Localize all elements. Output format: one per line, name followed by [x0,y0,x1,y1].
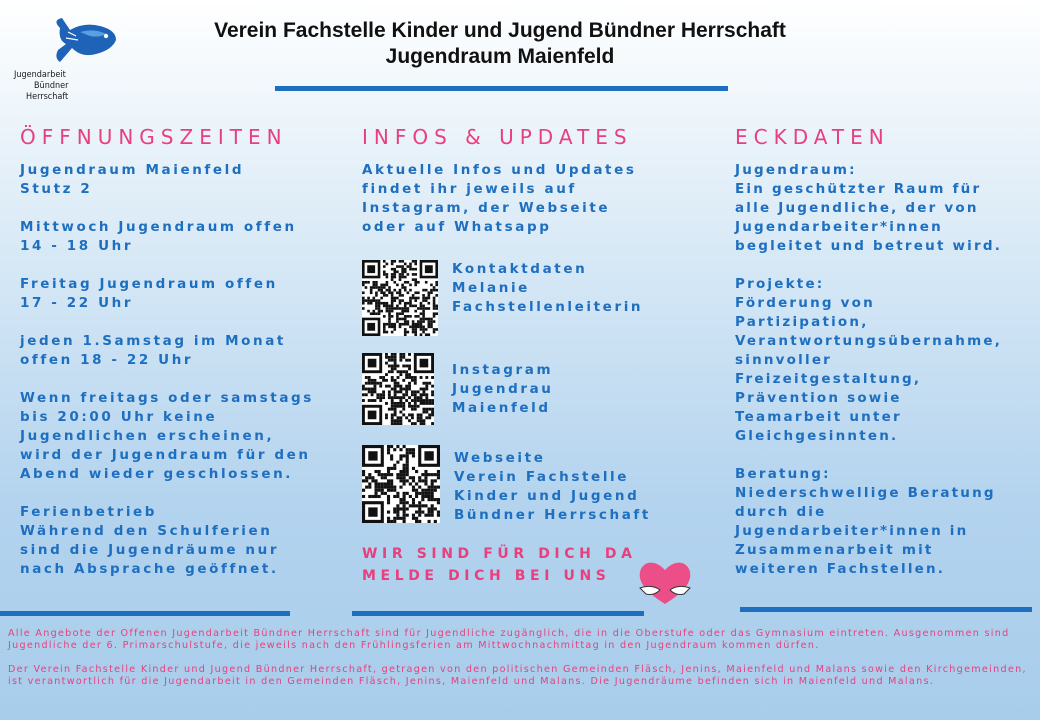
qr-contact-label: Kontaktdaten Melanie Fachstellenleiterin [452,261,644,315]
infos-intro: Aktuelle Infos und Updates findet ihr jeweils auf Instagram, der Webseite oder auf Whatsapp [362,162,637,235]
logo-text-line2: Bündner [34,81,69,91]
opening-hours-heading: ÖFFNUNGSZEITEN [20,125,288,149]
logo [10,18,120,108]
title-line2: Jugendraum Maienfeld [385,45,615,68]
key-facts-block: Beratung: Niederschwellige Beratung durch die Jugendarbeiter*innen in Zusammenarbeit mit weiteren Fachstellen. [735,466,996,577]
opening-hours-block: Ferienbetrieb Während den Schulferien sind die Jugendräume nur nach Absprache geöffnet. [20,504,280,577]
opening-hours-block: Mittwoch Jugendraum offen 14 - 18 Uhr [20,219,297,254]
footer-paragraph: Alle Angebote der Offenen Jugendarbeit Bündner Herrschaft sind für Jugendliche zugänglich, die in die Oberstufe oder das Gymnasium eintreten. Ausgenommen sind Jugendliche der 6. Primarschulstufe, die jeweils nach den Frühlingsferien am Mittwochnachmittag in den Jugendraum kommen dürfen. [8,628,1010,651]
qr-code-icon[interactable] [362,260,438,336]
qr-website-label: Webseite Verein Fachstelle Kinder und Jugend Bündner Herrschaft [454,450,651,523]
divider-bar [0,611,290,616]
divider-bar [740,607,1032,612]
opening-hours-column [20,125,350,579]
title-line1: Verein Fachstelle Kinder und Jugend Bündner Herrschaft [214,19,786,42]
footer-paragraph: Der Verein Fachstelle Kinder und Jugend Bündner Herrschaft, getragen von den politischen Gemeinden Fläsch, Jenins, Maienfeld und Malans sowie den Kirchgemeinden, ist verantwortlich für die Jugendarbeit in den Gemeinden Fläsch, Jenins, Maienfeld und Malans. Die Jugendräume befinden sich in Maienfeld und Malans. [8,664,1027,687]
infos-column [362,125,732,237]
qr-instagram-row [362,353,554,425]
qr-code-icon[interactable] [362,445,440,523]
qr-code-icon[interactable] [362,353,434,425]
title-divider [275,86,728,91]
fish-logo-icon [50,18,120,68]
key-facts-column [735,125,1035,579]
qr-instagram-label: Instagram Jugendrau Maienfeld [452,362,554,416]
qr-website-row [362,445,651,525]
call-to-action: WIR SIND FÜR DICH DA MELDE DICH BEI UNS [362,546,637,584]
page-title [150,18,850,70]
opening-hours-block: jeden 1.Samstag im Monat offen 18 - 22 Uhr [20,333,286,368]
logo-text-line3: Herrschaft [26,92,69,102]
logo-text-line1: Jugendarbeit [14,70,66,80]
qr-contact-row [362,260,643,336]
divider-bar [352,611,644,616]
heart-hands-icon [636,558,694,608]
key-facts-block: Projekte: Förderung von Partizipation, Verantwortungsübernahme, sinnvoller Freizeitgestaltung, Prävention sowie Teamarbeit unter Gleichgesinnten. [735,276,1003,444]
opening-hours-block: Wenn freitags oder samstags bis 20:00 Uhr keine Jugendlichen erscheinen, wird der Jugendraum für den Abend wieder geschlossen. [20,390,314,482]
opening-hours-block: Jugendraum Maienfeld Stutz 2 [20,162,245,197]
key-facts-heading: ECKDATEN [735,125,890,149]
infos-heading: INFOS & UPDATES [362,125,633,149]
key-facts-block: Jugendraum: Ein geschützter Raum für alle Jugendliche, der von Jugendarbeiter*innen begleitet und betreut wird. [735,162,1003,254]
opening-hours-block: Freitag Jugendraum offen 17 - 22 Uhr [20,276,278,311]
footer-notes [8,628,1028,700]
